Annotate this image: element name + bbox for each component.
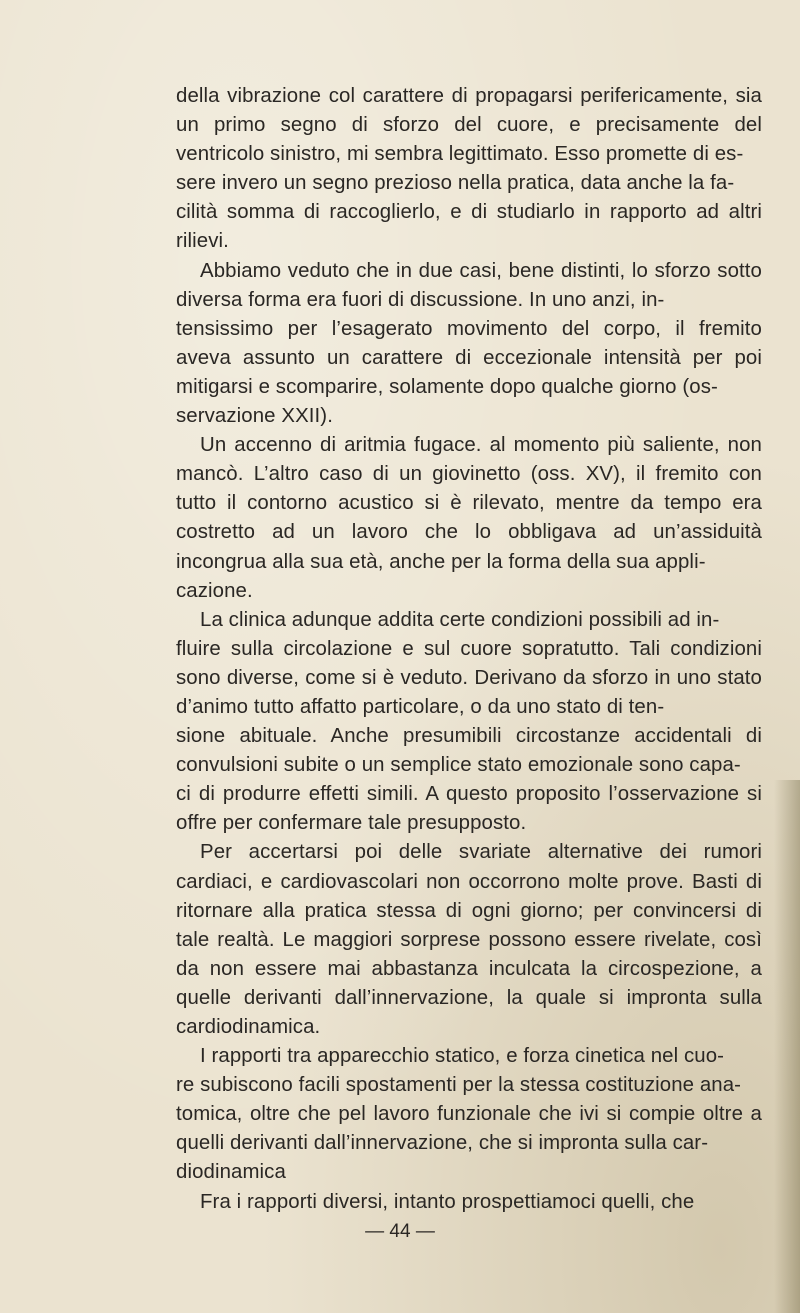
paragraph-7: Fra i rapporti diversi, intanto prospettiamoci quelli, che xyxy=(200,1190,695,1213)
body-text xyxy=(176,82,762,1217)
paragraph-1: della vibrazione col carattere di propagarsi perifericamente, sia un primo segno di sforzo del cuore, e precisamente del ventricolo sinistro, mi sembra legittimato. Esso promette di es- sere invero un segno prezioso nella pratica, data anche la fa- cilità somma di raccoglierlo, e di studiarlo in rapporto ad altri rilievi. xyxy=(176,85,762,253)
paragraph-4: La clinica adunque addita certe condizioni possibili ad in- fluire sulla circolazione e sul cuore sopratutto. Tali condizioni sono diverse, come si è veduto. Derivano da sforzo in uno stato d’animo tutto affatto particolare, o da uno stato di ten- sione abituale. Anche presumibili circostanze accidentali di convulsioni subite o un semplice stato emozionale sono capa- ci di produrre effetti simili. A questo proposito l’osservazione si offre per confermare tale presupposto. xyxy=(176,608,762,835)
paragraph-3: Un accenno di aritmia fugace. al momento più saliente, non mancò. L’altro caso di un giovinetto (oss. XV), il fremito con tutto il contorno acustico si è rilevato, mentre da tempo era costretto ad un lavoro che lo obbligava ad un’assiduità incongrua alla sua età, anche per la forma della sua appli- cazione. xyxy=(176,434,762,602)
page-number: — 44 — xyxy=(365,1221,435,1242)
paragraph-2: Abbiamo veduto che in due casi, bene distinti, lo sforzo sotto diversa forma era fuori di discussione. In uno anzi, in- tensissimo per l’esagerato movimento del corpo, il fremito aveva assunto un carattere di eccezionale intensità per poi mitigarsi e scomparire, solamente dopo qualche giorno (os- servazione XXII). xyxy=(176,259,762,428)
paragraph-6: I rapporti tra apparecchio statico, e forza cinetica nel cuo- re subiscono facili spostamenti per la stessa costituzione ana- tomica, oltre che pel lavoro funzionale che ivi si compie oltre a quelli derivanti dall’innervazione, che si impronta sulla car- diodinamica xyxy=(176,1045,762,1184)
paragraph-5: Per accertarsi poi delle svariate alternative dei rumori cardiaci, e cardiovascolari non occorrono molte prove. Basti di ritornare alla pratica stessa di ogni giorno; per convincersi di tale realtà. Le maggiori sorprese possono essere rivelate, così da non essere mai abbastanza inculcata la circospezione, a quelle derivanti dall’innervazione, la quale si impronta sulla cardiodinamica. xyxy=(176,841,762,1038)
